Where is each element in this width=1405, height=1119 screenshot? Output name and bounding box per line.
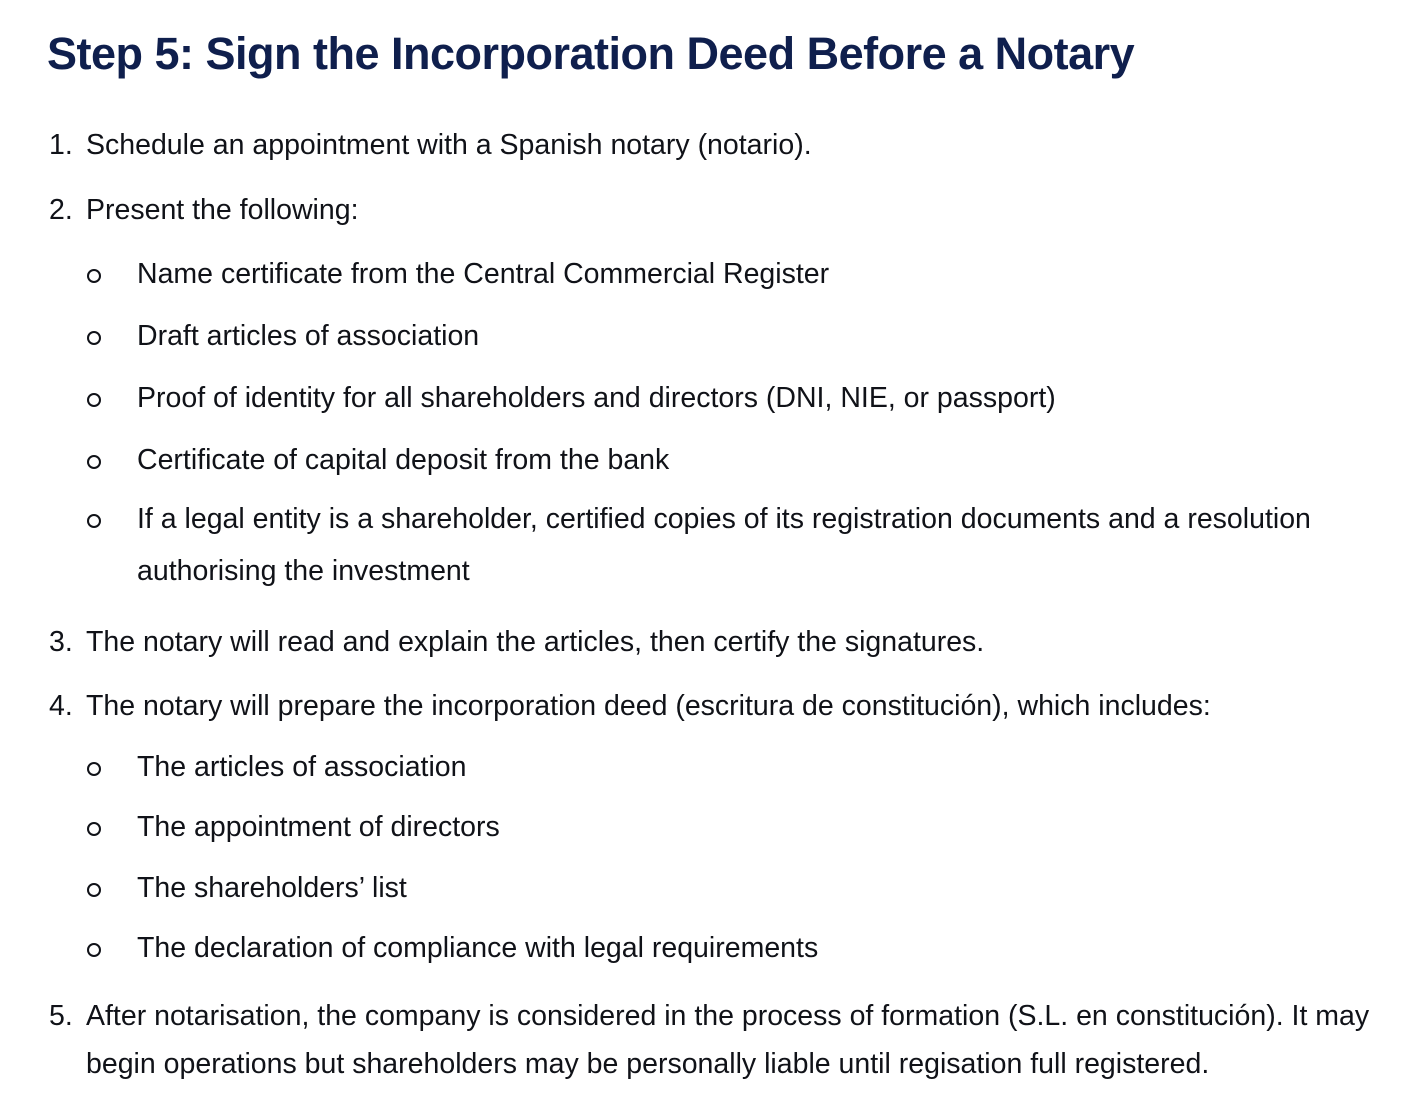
circle-bullet-icon [87, 762, 101, 776]
circle-bullet-icon [87, 455, 101, 469]
step-text: Schedule an appointment with a Spanish notary (notario). [86, 129, 812, 161]
sub-item-text: Name certificate from the Central Commercial Register [137, 258, 830, 290]
sub-item-text: If a legal entity is a shareholder, certified copies of its registration documents and a resolution authorising the investment [137, 503, 1311, 587]
step-number: 2. [49, 194, 73, 226]
sub-item-text: The shareholders’ list [137, 872, 407, 904]
step-number: 3. [49, 626, 73, 658]
sub-item-text: Proof of identity for all shareholders and directors (DNI, NIE, or passport) [137, 382, 1056, 414]
circle-bullet-icon [87, 514, 101, 528]
step-text: The notary will prepare the incorporation deed (escritura de constitución), which includes: [86, 690, 1211, 722]
step-number: 4. [49, 690, 73, 722]
sub-item-text: Certificate of capital deposit from the bank [137, 444, 670, 476]
step-text: Present the following: [86, 194, 359, 226]
circle-bullet-icon [87, 331, 101, 345]
step-number: 1. [49, 129, 73, 161]
circle-bullet-icon [87, 943, 101, 957]
circle-bullet-icon [87, 883, 101, 897]
step-number: 5. [49, 1000, 73, 1032]
step-text: After notarisation, the company is considered in the process of formation (S.L. en constitución). It may begin operations but shareholders may be personally liable until regisation full registered. [86, 1000, 1370, 1080]
circle-bullet-icon [87, 393, 101, 407]
circle-bullet-icon [87, 822, 101, 836]
sub-item-text: The articles of association [137, 751, 467, 783]
page-title: Step 5: Sign the Incorporation Deed Before a Notary [47, 28, 1135, 79]
sub-item-text: The appointment of directors [137, 811, 500, 843]
step-text: The notary will read and explain the articles, then certify the signatures. [86, 626, 985, 658]
circle-bullet-icon [87, 269, 101, 283]
sub-item-text: The declaration of compliance with legal requirements [137, 932, 819, 964]
sub-item-text: Draft articles of association [137, 320, 480, 352]
